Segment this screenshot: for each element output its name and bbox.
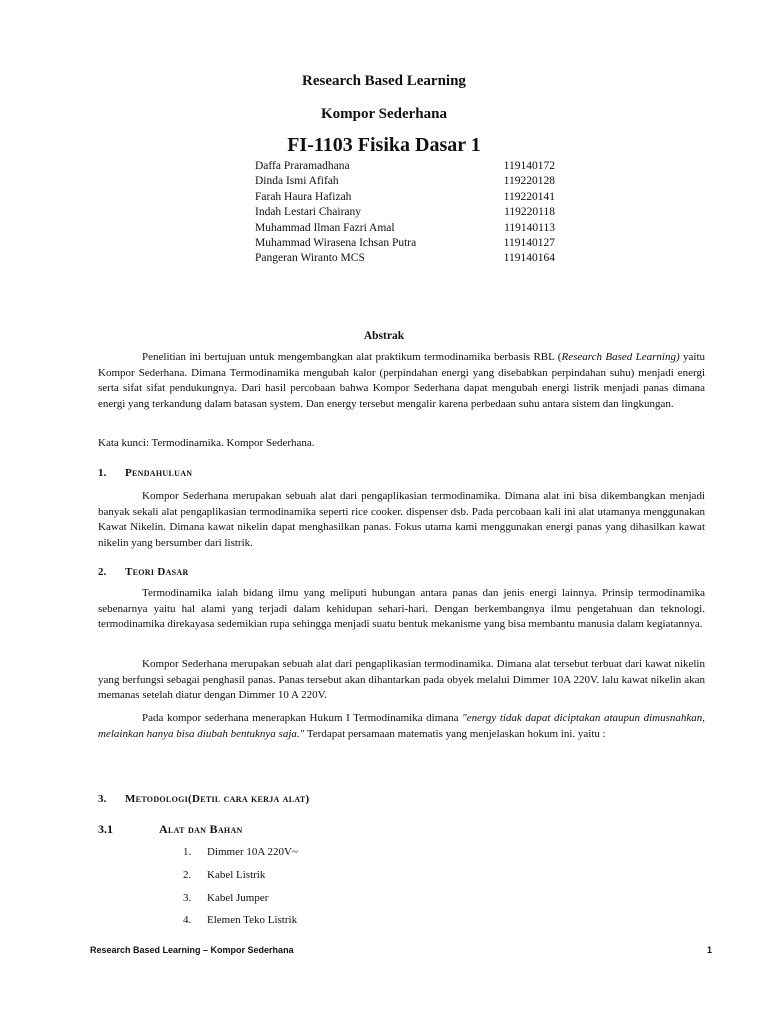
list-label: Dimmer 10A 220V~ — [207, 846, 298, 858]
member-name: Pangeran Wiranto MCS — [255, 252, 365, 265]
member-row — [255, 252, 555, 267]
section-2-heading — [98, 566, 189, 578]
list-number: 2. — [183, 869, 192, 881]
section-title: Pendahuluan — [125, 467, 193, 479]
list-label: Kabel Listrik — [207, 869, 266, 881]
document-subtitle: Kompor Sederhana — [321, 106, 447, 122]
member-name: Indah Lestari Chairany — [255, 206, 362, 219]
section-2-paragraph-1: Termodinamika ialah bidang ilmu yang meliputi hubungan antara panas dan jenis energi lainnya. Prinsip termodinamika sebenarnya yaitu hal alami yang terjadi dalam kehidupan sehari-hari. Dengan berkembangnya ilmu pengetahuan dan teknologi. termodinamika direkayasa sedemikian rupa sehingga menjadi suatu bentuk mekanisme yang bisa membantu manusia dalam kegiatannya. — [98, 587, 705, 630]
list-label: Elemen Teko Listrik — [207, 914, 298, 926]
section-1-paragraph: Kompor Sederhana merupakan sebuah alat dari pengaplikasian termodinamika. Dimana alat ini bisa dikembangkan menjadi banyak sekali alat pengaplikasian termodinamika seperti rice cooker. dispenser dsb. Pada percobaan kali ini alat utamanya menggunakan Kawat Nikelin. Dimana kawat nikelin dapat menghasilkan panas. Fokus utama kami menggunakan energi panas yang dihasilkan kawat nikelin yang bersumber dari listrik. — [98, 490, 705, 549]
section-1-heading — [98, 467, 192, 479]
abstract-text: Penelitian ini bertujuan untuk mengembangkan alat praktikum termodinamika berbasis RBL ( — [142, 351, 562, 363]
member-name: Muhammad Wirasena Ichsan Putra — [255, 236, 417, 249]
list-item — [183, 869, 265, 881]
member-name: Daffa Praramadhana — [255, 160, 350, 172]
member-id: 119220118 — [504, 206, 555, 219]
list-item — [183, 846, 298, 858]
paragraph-text: Pada kompor sederhana menerapkan Hukum I Termodinamika dimana — [142, 712, 463, 724]
list-number: 4. — [183, 914, 192, 926]
member-id: 119140127 — [503, 236, 555, 249]
member-row — [255, 206, 555, 221]
member-id: 119220141 — [503, 190, 555, 203]
footer-title: Research Based Learning – Kompor Sederhana — [90, 945, 294, 955]
member-name: Dinda Ismi Afifah — [255, 175, 339, 188]
list-label: Kabel Jumper — [207, 892, 269, 904]
member-name: Muhammad Ilman Fazri Amal — [255, 221, 395, 234]
list-item — [183, 914, 297, 926]
member-id: 119140164 — [503, 252, 555, 265]
abstract-paragraph — [98, 350, 705, 412]
subsection-title: Alat dan Bahan — [159, 822, 243, 836]
member-row — [255, 160, 555, 175]
member-name: Farah Haura Hafizah — [255, 190, 352, 203]
member-id: 119220128 — [503, 175, 555, 188]
page-footer — [90, 945, 712, 955]
abstract-heading: Abstrak — [363, 330, 405, 342]
member-row — [255, 175, 555, 190]
section-number: 1. — [98, 467, 107, 479]
member-list — [255, 160, 555, 268]
section-title: Teori Dasar — [125, 566, 189, 578]
abstract-text-cont: yaitu Kompor Sederhana. Dimana Termodinamika mengubah kalor (perpindahan energi yang disebabkan perpindahan suhu) menjadi energi serta sifat sifat pendukungnya. Dari hasil percobaan bahwa Kompor Sederhana dapat mengubah energi listrik menjadi panas dimana energi yang terkandung dalam batasan system. Dan energy tersebut mengalir karena perbedaan suhu antara sistem dan lingkungan. — [98, 351, 705, 410]
member-row — [255, 237, 555, 252]
member-id: 119140172 — [503, 160, 555, 172]
section-number: 3. — [98, 793, 107, 805]
section-title: Metodologi(Detil cara kerja alat) — [125, 793, 310, 805]
section-2-paragraph-2: Kompor Sederhana merupakan sebuah alat dari pengaplikasian termodinamika. Dimana alat tersebut terbuat dari kawat nikelin yang berfungsi sebagai penghasil panas. Panas tersebut akan dihantarkan pada obyek melalui Dimmer 10A 220V. lalu kawat nikelin akan memanas setelah diatur dengan Dimmer 10 A 220V. — [98, 658, 705, 701]
paragraph-text-cont: Terdapat persamaan matematis yang menjelaskan hokum ini. yaitu : — [304, 727, 606, 740]
page-number: 1 — [706, 945, 712, 955]
list-number: 3. — [183, 892, 192, 904]
section-3-heading — [98, 793, 309, 805]
member-row — [255, 222, 555, 237]
section-number: 2. — [98, 566, 107, 578]
course-title: FI-1103 Fisika Dasar 1 — [287, 134, 481, 156]
member-id: 119140113 — [504, 221, 555, 234]
document-title: Research Based Learning — [302, 73, 466, 89]
section-2-paragraph-3 — [98, 711, 705, 742]
list-number: 1. — [183, 846, 192, 858]
list-item — [183, 892, 268, 904]
abstract-emphasis: Research Based Learning) — [561, 351, 680, 363]
subsection-number: 3.1 — [98, 822, 113, 836]
keywords: Kata kunci: Termodinamika. Kompor Sederhana. — [98, 437, 315, 449]
member-row — [255, 191, 555, 206]
subsection-3-1-heading — [98, 822, 243, 837]
quote-emphasis: "energy tidak dapat diciptakan ataupun dimusnahkan, melainkan hanya bisa diubah bentuknya saja." — [98, 712, 706, 740]
